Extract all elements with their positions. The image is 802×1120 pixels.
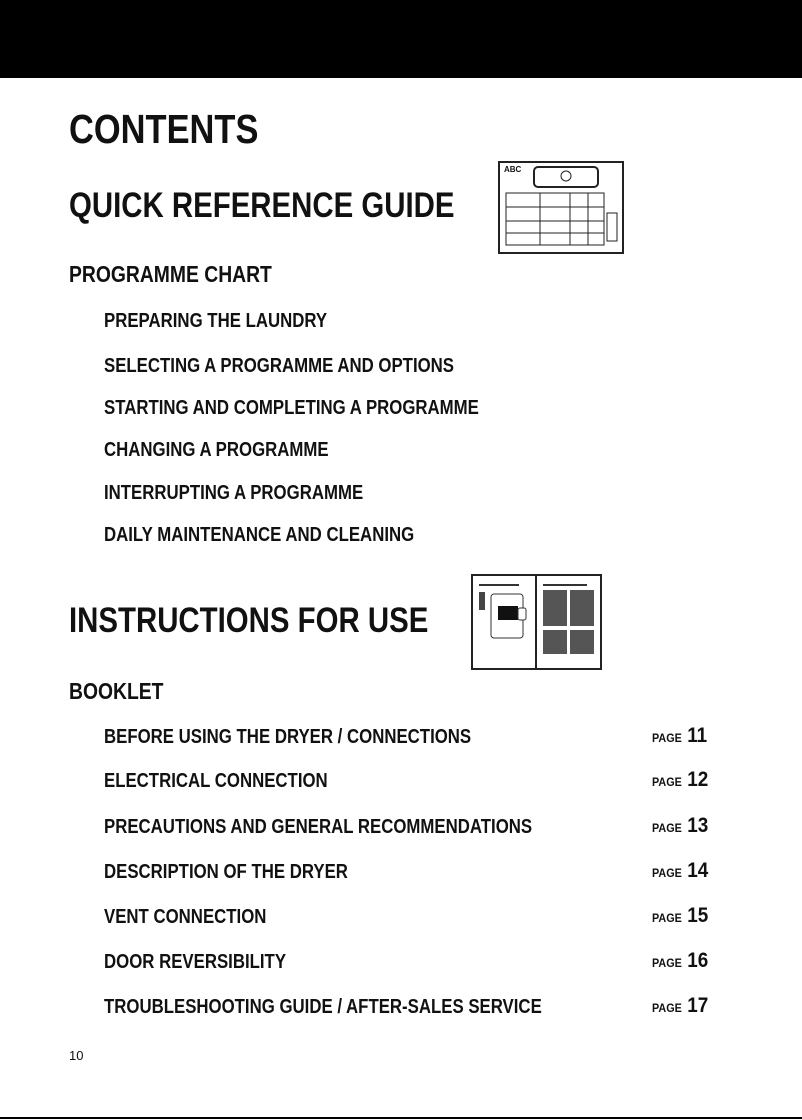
toc-entry-label: DOOR REVERSIBILITY <box>104 951 287 973</box>
list-item: SELECTING A PROGRAMME AND OPTIONS <box>104 355 455 377</box>
toc-page-ref <box>652 994 708 1018</box>
programme-chart-heading: PROGRAMME CHART <box>69 261 272 287</box>
thumbnail-label: ABC <box>504 165 522 174</box>
page-number: 11 <box>687 724 708 747</box>
page-word: PAGE <box>652 821 682 835</box>
page-number: 16 <box>687 949 709 972</box>
list-item: INTERRUPTING A PROGRAMME <box>104 482 364 504</box>
instructions-booklet-thumbnail <box>471 574 602 670</box>
page-number: 14 <box>687 859 709 882</box>
page-word: PAGE <box>652 775 682 789</box>
list-item: CHANGING A PROGRAMME <box>104 439 329 461</box>
page-number: 15 <box>687 904 709 927</box>
toc-entry-label: PRECAUTIONS AND GENERAL RECOMMENDATIONS <box>104 816 533 838</box>
list-item: DAILY MAINTENANCE AND CLEANING <box>104 524 415 546</box>
page-title: CONTENTS <box>69 106 259 152</box>
quick-reference-heading: QUICK REFERENCE GUIDE <box>69 186 455 225</box>
quick-reference-thumbnail <box>498 161 624 254</box>
toc-page-ref <box>652 814 708 838</box>
page-word: PAGE <box>652 911 682 925</box>
toc-page-ref <box>652 768 708 792</box>
list-item: PREPARING THE LAUNDRY <box>104 310 328 332</box>
toc-entry-label: VENT CONNECTION <box>104 906 267 928</box>
instructions-heading: INSTRUCTIONS FOR USE <box>69 601 429 640</box>
toc-entry-label: DESCRIPTION OF THE DRYER <box>104 861 348 883</box>
toc-page-ref <box>652 949 708 973</box>
toc-entry-label: BEFORE USING THE DRYER / CONNECTIONS <box>104 726 472 748</box>
list-item: STARTING AND COMPLETING A PROGRAMME <box>104 397 479 419</box>
page-word: PAGE <box>652 866 682 880</box>
toc-page-ref <box>652 904 708 928</box>
page-word: PAGE <box>652 1001 682 1015</box>
header-bar <box>0 0 802 78</box>
toc-entry-label: ELECTRICAL CONNECTION <box>104 770 328 792</box>
page-word: PAGE <box>652 731 682 745</box>
booklet-heading: BOOKLET <box>69 678 164 704</box>
page-number: 13 <box>687 814 709 837</box>
page-number: 12 <box>687 768 709 791</box>
page-number: 17 <box>687 994 709 1017</box>
footer-rule <box>0 1117 802 1119</box>
toc-page-ref <box>652 724 707 748</box>
toc-page-ref <box>652 859 708 883</box>
page-number-footer: 10 <box>69 1048 84 1063</box>
page-word: PAGE <box>652 956 682 970</box>
toc-entry-label: TROUBLESHOOTING GUIDE / AFTER-SALES SERVICE <box>104 996 542 1018</box>
